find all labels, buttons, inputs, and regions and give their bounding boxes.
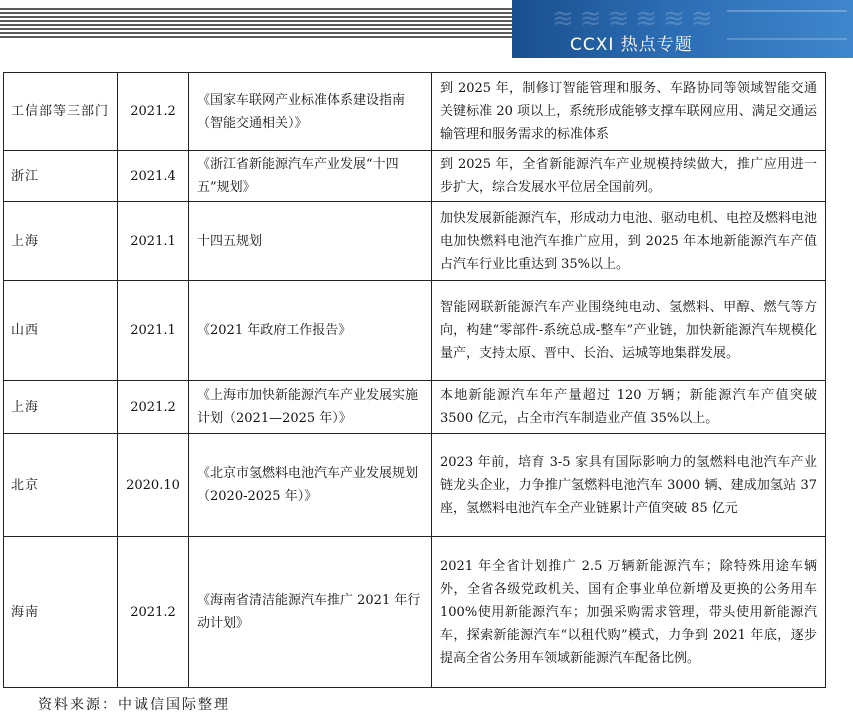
table-row — [4, 537, 826, 688]
date-cell: 2021.2 — [118, 73, 189, 151]
page-header — [0, 0, 853, 58]
region-cell: 上海 — [4, 381, 118, 434]
date-cell: 2021.1 — [118, 281, 189, 381]
header-title: CCXI 热点专题 — [570, 35, 693, 55]
table-row — [4, 73, 826, 151]
header-stripes — [0, 8, 515, 38]
table-row — [4, 151, 826, 202]
date-cell: 2021.4 — [118, 151, 189, 202]
content-cell: 到 2025 年，制修订智能管理和服务、车路协同等领域智能交通关键标准 20 项以上，系统形成能够支撑车联网应用、满足交通运输管理和服务需求的标准体系 — [432, 73, 826, 151]
document-cell: 《浙江省新能源汽车产业发展“十四五”规划》 — [189, 151, 432, 202]
date-cell: 2020.10 — [118, 434, 189, 537]
content-cell: 本地新能源汽车年产量超过 120 万辆；新能源汽车产值突破 3500 亿元，占全市汽车制造业产值 35%以上。 — [432, 381, 826, 434]
date-cell: 2021.2 — [118, 381, 189, 434]
date-cell: 2021.1 — [118, 202, 189, 281]
document-cell: 《北京市氢燃料电池汽车产业发展规划（2020-2025 年）》 — [189, 434, 432, 537]
date-cell: 2021.2 — [118, 537, 189, 688]
document-cell: 《海南省清洁能源汽车推广 2021 年行动计划》 — [189, 537, 432, 688]
content-cell: 2023 年前，培育 3-5 家具有国际影响力的氢燃料电池汽车产业链龙头企业，力争推广氢燃料电池汽车 3000 辆、建成加氢站 37 座，氢燃料电池汽车全产业链累计产值突破 85 亿元 — [432, 434, 826, 537]
banner-decoration: ≋≋≋≋≋≋ — [552, 4, 719, 34]
header-banner — [512, 0, 853, 58]
table-row — [4, 381, 826, 434]
document-cell: 《上海市加快新能源汽车产业发展实施计划（2021—2025 年）》 — [189, 381, 432, 434]
region-cell: 浙江 — [4, 151, 118, 202]
content-cell: 加快发展新能源汽车，形成动力电池、驱动电机、电控及燃料电池电加快燃料电池汽车推广应用，到 2025 年本地新能源汽车产值占汽车行业比重达到 35%以上。 — [432, 202, 826, 281]
content-cell: 到 2025 年，全省新能源汽车产业规模持续做大，推广应用进一步扩大，综合发展水平位居全国前列。 — [432, 151, 826, 202]
banner-decoration-lines — [727, 10, 847, 40]
document-cell: 十四五规划 — [189, 202, 432, 281]
content-cell: 2021 年全省计划推广 2.5 万辆新能源汽车；除特殊用途车辆外，全省各级党政机关、国有企事业单位新增及更换的公务用车 100%使用新能源汽车；加强采购需求管理，带头使用新能源汽车，探索新能源汽车“以租代购”模式，力争到 2021 年底，逐步提高全省公务用车领域新能源汽车配备比例。 — [432, 537, 826, 688]
table-row — [4, 281, 826, 381]
document-cell: 《2021 年政府工作报告》 — [189, 281, 432, 381]
policy-table — [3, 72, 826, 688]
document-cell: 《国家车联网产业标准体系建设指南（智能交通相关）》 — [189, 73, 432, 151]
source-note: 资料来源：中诚信国际整理 — [38, 697, 230, 713]
region-cell: 山西 — [4, 281, 118, 381]
table-row — [4, 434, 826, 537]
content-cell: 智能网联新能源汽车产业围绕纯电动、氢燃料、甲醇、燃气等方向，构建“零部件-系统总成-整车”产业链，加快新能源汽车规模化量产，支持太原、晋中、长治、运城等地集群发展。 — [432, 281, 826, 381]
region-cell: 北京 — [4, 434, 118, 537]
region-cell: 海南 — [4, 537, 118, 688]
table-row — [4, 202, 826, 281]
region-cell: 工信部等三部门 — [4, 73, 118, 151]
region-cell: 上海 — [4, 202, 118, 281]
policy-table-container — [3, 72, 826, 688]
